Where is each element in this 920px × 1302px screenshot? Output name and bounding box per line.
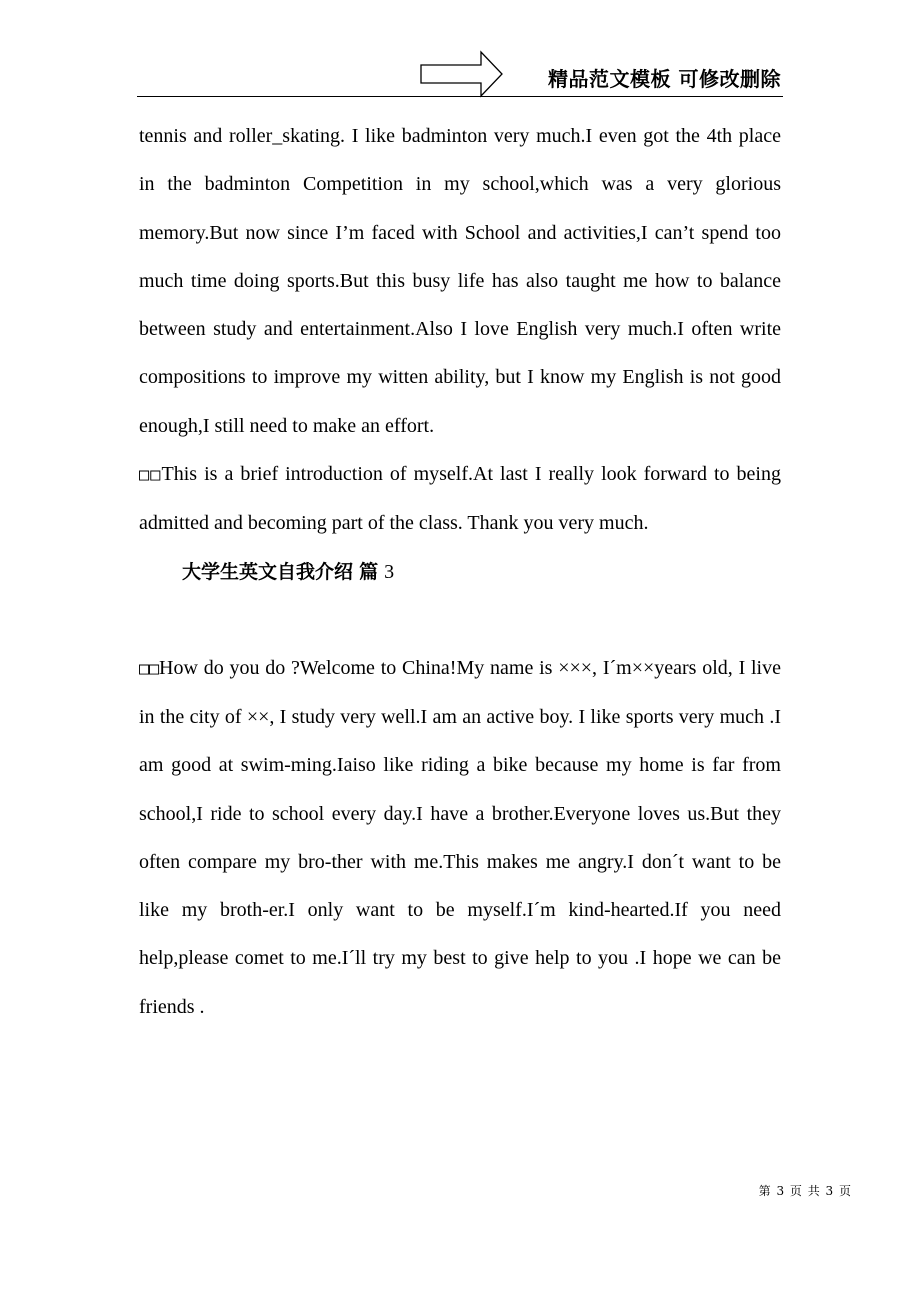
body-paragraph xyxy=(139,644,781,1031)
page-header xyxy=(0,0,920,100)
page-footer: 第 3 页 共 3 页 xyxy=(758,1184,852,1198)
section-piece-label: 篇 xyxy=(359,560,379,583)
paragraph-text: How do you do ?Welcome to China!My name is ×××, I´m××years old, I live in the city of ××, I study very well.I am an active boy. I like sports very much .I am good at swim-ming.Iaiso like riding a bike because my home is far from school,I ride to school every day.I have a brother.Everyone loves us.But they often compare my bro-ther with me.This makes me angry.I don´t want to be like my broth-er.I only want to be myself.I´m kind-hearted.If you need help,please comet to me.I´ll try my best to give help to you .I hope we can be friends . xyxy=(139,656,781,1018)
header-title: 精品范文模板 可修改删除 xyxy=(548,67,781,91)
body-paragraph: tennis and roller_skating. I like badminton very much.I even got the 4th place in the badminton Competition in my school,which was a very glorious memory.But now since I’m faced with School and activities,I can’t spend too much time doing sports.But this busy life has also taught me how to balance between study and entertainment.Also I love English very much.I often write compositions to improve my witten ability, but I know my English is not good enough,I still need to make an effort. xyxy=(139,125,781,437)
arrow-right-icon xyxy=(420,50,504,98)
header-divider xyxy=(137,96,783,97)
indent-marks: □□ xyxy=(139,465,162,486)
document-body xyxy=(139,112,781,1031)
section-piece-number: 3 xyxy=(384,560,395,583)
section-heading xyxy=(139,548,781,644)
section-title-text: 大学生英文自我介绍 xyxy=(182,560,354,583)
paragraph-text: This is a brief introduction of myself.At last I really look forward to being admitted and becoming part of the class. Thank you very much. xyxy=(139,463,781,535)
body-paragraph xyxy=(139,450,781,548)
indent-marks: □□ xyxy=(139,658,160,679)
